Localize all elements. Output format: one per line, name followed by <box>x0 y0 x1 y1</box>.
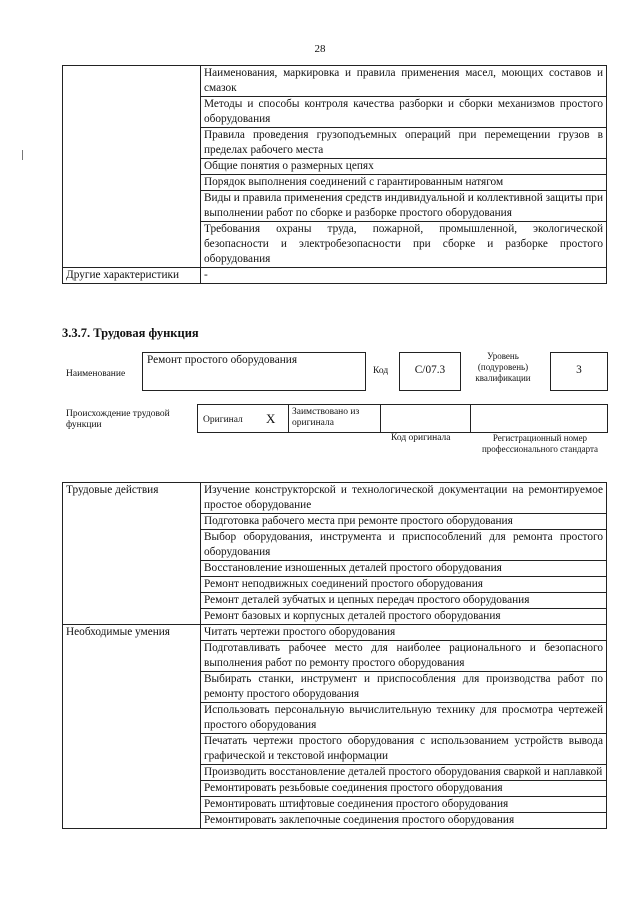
binder-mark <box>22 150 23 160</box>
skill-row: Использовать персональную вычислительную технику для просмотра чертежей простого оборудования <box>201 703 607 734</box>
labor-function-table <box>62 482 607 829</box>
skill-row: Ремонтировать резьбовые соединения простого оборудования <box>201 781 607 797</box>
other-characteristics-label: Другие характеристики <box>63 268 201 284</box>
knowledge-row: Порядок выполнения соединений с гарантированным натягом <box>201 175 607 191</box>
original-mark: X <box>266 411 276 426</box>
labor-action-row: Ремонт неподвижных соединений простого оборудования <box>201 577 607 593</box>
skill-row: Ремонтировать штифтовые соединения простого оборудования <box>201 797 607 813</box>
knowledge-row: Наименования, маркировка и правила применения масел, моющих составов и смазок <box>201 66 607 97</box>
knowledge-row: Виды и правила применения средств индивидуальной и коллективной защиты при выполнении работ по сборке и разборке простого оборудования <box>201 191 607 222</box>
other-characteristics-value: - <box>201 268 607 284</box>
name-value: Ремонт простого оборудования <box>147 354 298 366</box>
labor-action-row: Ремонт деталей зубчатых и цепных передач простого оборудования <box>201 593 607 609</box>
name-label: Наименование <box>66 369 126 379</box>
labor-action-row: Восстановление изношенных деталей простого оборудования <box>201 561 607 577</box>
page-number: 28 <box>314 43 326 55</box>
skill-row: Подготавливать рабочее место для наиболее рационального и безопасного выполнения работ по ремонту простого оборудования <box>201 641 607 672</box>
skill-row: Ремонтировать заклепочные соединения простого оборудования <box>201 813 607 829</box>
code-box <box>399 352 461 391</box>
knowledge-row: Общие понятия о размерных цепях <box>201 159 607 175</box>
labor-action-row: Выбор оборудования, инструмента и приспособлений для ремонта простого оборудования <box>201 530 607 561</box>
labor-actions-label: Трудовые действия <box>63 483 201 625</box>
level-value: 3 <box>576 364 582 376</box>
knowledge-row: Требования охраны труда, пожарной, промышленной, экологической безопасности и электробезопасности при сборке и разборке простого оборудования <box>201 222 607 268</box>
knowledge-row: Методы и способы контроля качества разборки и сборки механизмов простого оборудования <box>201 97 607 128</box>
skills-label: Необходимые умения <box>63 625 201 829</box>
level-label: Уровень (подуровень) квалификации <box>475 351 531 383</box>
section-title: 3.3.7. Трудовая функция <box>62 326 199 340</box>
reg-number-label: Регистрационный номер профессионального стандарта <box>481 433 599 454</box>
name-box <box>142 352 366 391</box>
code-original-label: Код оригинала <box>391 433 451 443</box>
code-value: C/07.3 <box>414 364 446 376</box>
labor-action-row: Ремонт базовых и корпусных деталей простого оборудования <box>201 609 607 625</box>
knowledge-table <box>62 65 607 284</box>
knowledge-label-cell <box>63 66 201 268</box>
skill-row: Читать чертежи простого оборудования <box>201 625 607 641</box>
labor-action-row: Изучение конструкторской и технологической документации на ремонтируемое простое оборудование <box>201 483 607 514</box>
original-label: Оригинал <box>203 415 243 425</box>
labor-action-row: Подготовка рабочего места при ремонте простого оборудования <box>201 514 607 530</box>
knowledge-row: Правила проведения грузоподъемных операций при перемещении грузов в пределах рабочего места <box>201 128 607 159</box>
level-box <box>550 352 608 391</box>
skill-row: Печатать чертежи простого оборудования с использованием устройств вывода графической и текстовой информации <box>201 734 607 765</box>
code-label: Код <box>373 366 389 376</box>
skill-row: Выбирать станки, инструмент и приспособления для производства работ по ремонту простого оборудования <box>201 672 607 703</box>
origin-row <box>197 404 608 433</box>
borrowed-label: Заимствовано из оригинала <box>292 407 360 428</box>
skill-row: Производить восстановление деталей простого оборудования сваркой и наплавкой <box>201 765 607 781</box>
origin-label: Происхождение трудовой функции <box>66 409 170 430</box>
